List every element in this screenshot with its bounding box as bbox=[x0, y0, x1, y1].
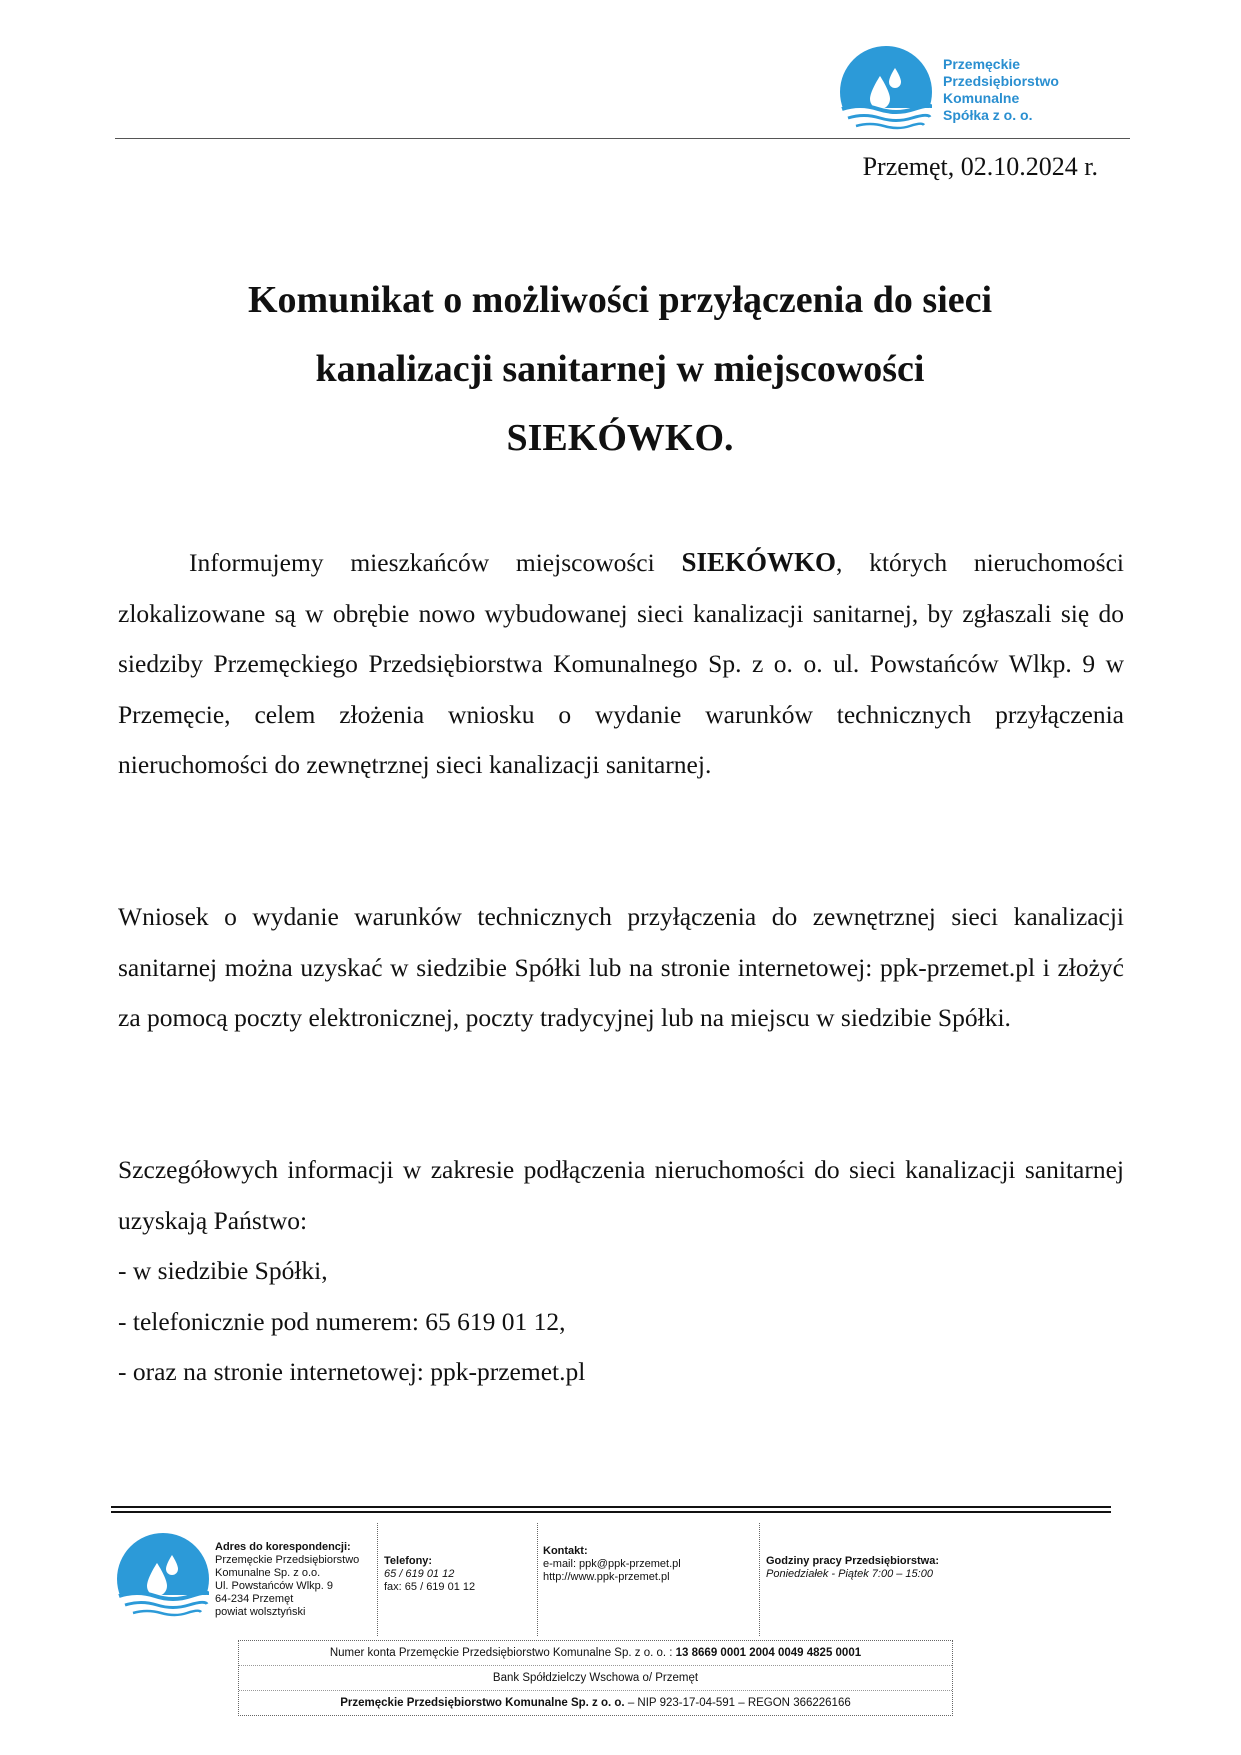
account-number: 13 8669 0001 2004 0049 4825 0001 bbox=[675, 1647, 862, 1659]
title-line: kanalizacji sanitarnej w miejscowości bbox=[315, 348, 925, 390]
footer-column-separator bbox=[537, 1523, 538, 1636]
title-line: Komunikat o możliwości przyłączenia do sieci bbox=[247, 279, 993, 321]
fax-number: fax: 65 / 619 01 12 bbox=[384, 1581, 476, 1593]
paragraph-details: Szczegółowych informacji w zakresie podłączenia nieruchomości do sieci kanalizacji sanitarnej uzyskają Państwo: bbox=[118, 1155, 1124, 1235]
company-logo bbox=[840, 46, 1090, 141]
company-name: Przemęckie Przedsiębiorstwo Komunalne Sp. z o. o. bbox=[340, 1697, 625, 1709]
logo-line: Komunalne bbox=[943, 90, 1020, 106]
document-date: Przemęt, 02.10.2024 r. bbox=[862, 152, 1098, 181]
contact-heading: Kontakt: bbox=[543, 1545, 588, 1557]
contact-website[interactable]: http://www.ppk-przemet.pl bbox=[543, 1571, 670, 1583]
company-registration-line bbox=[239, 1691, 952, 1715]
list-item: - w siedzibie Spółki, bbox=[118, 1256, 328, 1285]
bank-account-line bbox=[239, 1641, 952, 1666]
water-drop-logo-icon bbox=[840, 46, 932, 138]
regon-value: 366226166 bbox=[793, 1697, 851, 1709]
address-heading: Adres do korespondencji: bbox=[215, 1541, 351, 1553]
phone-number: 65 / 619 01 12 bbox=[384, 1568, 455, 1580]
footer-hours bbox=[766, 1555, 939, 1581]
footer-divider bbox=[111, 1506, 1111, 1508]
hours-heading: Godziny pracy Przedsiębiorstwa: bbox=[766, 1555, 939, 1567]
bank-details-box bbox=[238, 1640, 953, 1716]
footer-divider bbox=[111, 1511, 1111, 1513]
footer-column-separator bbox=[759, 1523, 760, 1636]
document-title bbox=[115, 266, 1125, 473]
logo-line: Przedsiębiorstwo bbox=[943, 73, 1059, 89]
address-line: 64-234 Przemęt bbox=[215, 1593, 294, 1605]
nip-value: 923-17-04-591 bbox=[659, 1697, 736, 1709]
logo-line: Spółka z o. o. bbox=[943, 107, 1033, 123]
contact-email[interactable]: e-mail: ppk@ppk-przemet.pl bbox=[543, 1558, 681, 1570]
address-line: Komunalne Sp. z o.o. bbox=[215, 1567, 321, 1579]
logo-text bbox=[943, 56, 1059, 124]
paragraph-text: , których nieruchomości zlokalizowane są w obrębie nowo wybudowanej sieci kanalizacji sanitarnej, by zgłaszali się do siedziby Przemęckiego Przedsiębiorstwa Komunalnego Sp. z o. o. ul. Powstańców Wlkp. 9 w Przemęcie, celem złożenia wniosku o wydanie warunków technicznych przyłączenia nieruchomości do zewnętrznej sieci kanalizacji sanitarnej. bbox=[118, 548, 1124, 779]
footer-column-separator bbox=[377, 1523, 378, 1636]
regon-label: – REGON bbox=[735, 1697, 794, 1709]
paragraph-application: Wniosek o wydanie warunków technicznych przyłączenia do zewnętrznej sieci kanalizacji sanitarnej można uzyskać w siedzibie Spółki lub na stronie internetowej: ppk-przemet.pl i złożyć za pomocą poczty elektronicznej, poczty tradycyjnej lub na miejscu w siedzibie Spółki. bbox=[118, 902, 1124, 1032]
phones-heading: Telefony: bbox=[384, 1555, 433, 1567]
address-line: Ul. Powstańców Wlkp. 9 bbox=[215, 1580, 333, 1592]
footer-phones bbox=[384, 1555, 475, 1594]
list-item: - telefonicznie pod numerem: 65 619 01 12, bbox=[118, 1306, 566, 1336]
paragraph-text: Informujemy mieszkańców miejscowości bbox=[189, 548, 682, 577]
title-line: SIEKÓWKO. bbox=[506, 417, 734, 459]
footer-contact bbox=[543, 1545, 681, 1584]
footer-address bbox=[215, 1541, 359, 1619]
bank-name-line: Bank Spółdzielczy Wschowa o/ Przemęt bbox=[239, 1666, 952, 1691]
hours-value: Poniedziałek - Piątek 7:00 – 15:00 bbox=[766, 1568, 933, 1580]
village-name: SIEKÓWKO bbox=[681, 547, 837, 577]
address-line: Przemęckie Przedsiębiorstwo bbox=[215, 1554, 360, 1566]
header-divider bbox=[115, 138, 1130, 139]
paragraph-intro bbox=[118, 537, 1124, 791]
list-item: - oraz na stronie internetowej: ppk-przemet.pl bbox=[118, 1357, 586, 1386]
logo-line: Przemęckie bbox=[943, 56, 1021, 72]
address-line: powiat wolsztyński bbox=[215, 1606, 306, 1618]
account-label: Numer konta Przemęckie Przedsiębiorstwo Komunalne Sp. z o. o. : bbox=[329, 1647, 676, 1659]
footer-water-drop-logo-icon bbox=[117, 1533, 209, 1625]
nip-label: – NIP bbox=[624, 1697, 660, 1709]
contact-options-list bbox=[118, 1246, 1124, 1398]
